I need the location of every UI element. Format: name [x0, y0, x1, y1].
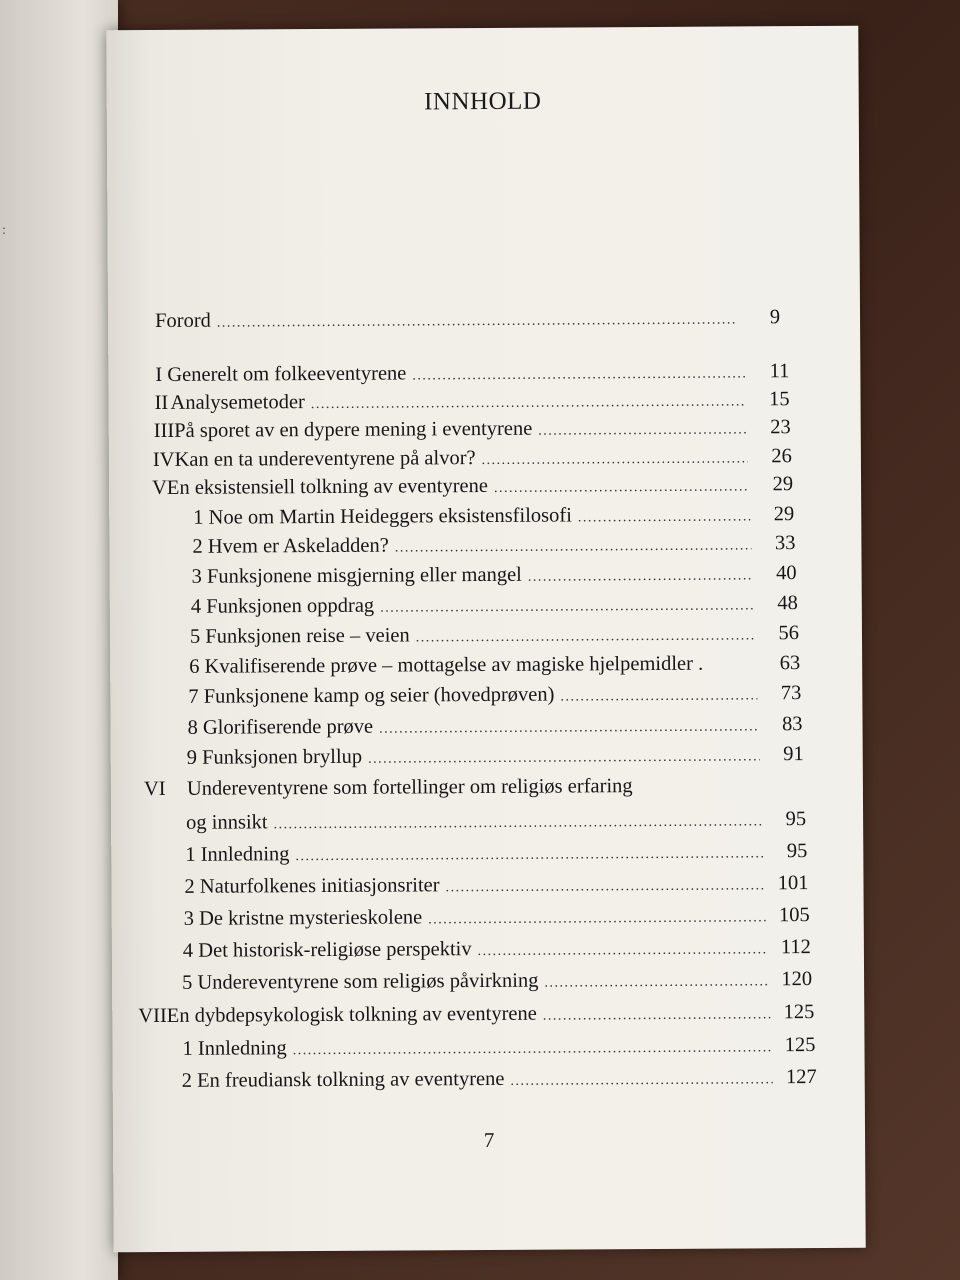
toc-entry-page: 63 — [779, 652, 801, 675]
table-of-contents — [106, 26, 865, 1253]
toc-entry-label: Forord — [154, 309, 211, 333]
toc-entry-label: 5 Undereventyrene som religiøs påvirkning — [182, 969, 539, 994]
toc-entry-label: 4 Funksjonen oppdrag — [190, 594, 375, 618]
book-page — [106, 26, 865, 1253]
toc-entry — [182, 1034, 815, 1061]
toc-entry — [192, 562, 797, 589]
toc-entry-label: 4 Det historisk-religiøse perspektiv — [182, 938, 472, 962]
toc-entry-page: 101 — [777, 872, 809, 895]
toc-entry — [185, 840, 807, 867]
toc-leader-dots — [412, 366, 745, 384]
toc-chapter-number: III — [153, 419, 175, 443]
toc-entry-page: 11 — [769, 360, 790, 383]
toc-chapter-number: VI — [143, 777, 166, 801]
toc-entry-label: Generelt om folkeeventyrene — [167, 362, 407, 386]
toc-entry-page: 15 — [768, 388, 790, 411]
toc-chapter-number: I — [155, 363, 163, 387]
toc-entry-label: 7 Funksjonene kamp og seier (hovedprøven) — [188, 683, 555, 708]
toc-entry-page: 26 — [771, 445, 792, 468]
toc-leader-dots — [293, 1040, 772, 1059]
toc-entry — [155, 360, 789, 387]
toc-entry — [182, 1066, 817, 1093]
toc-entry-page: 125 — [784, 1033, 816, 1057]
toc-leader-dots — [482, 451, 748, 469]
toc-leader-dots — [217, 312, 736, 331]
toc-entry — [138, 1001, 814, 1028]
toc-entry-page: 112 — [780, 936, 811, 959]
toc-leader-dots — [295, 846, 763, 865]
toc-leader-dots — [494, 479, 749, 497]
toc-entry-label: 2 Hvem er Askeladden? — [192, 534, 389, 558]
toc-leader-dots — [543, 1007, 771, 1024]
toc-leader-dots — [510, 1072, 772, 1090]
toc-entry-page: 125 — [783, 1001, 815, 1024]
toc-entry — [182, 968, 812, 995]
toc-entry-label: En dybdepsykologisk tolkning av eventyrene — [166, 1002, 537, 1027]
toc-entry-label: Analysemetoder — [170, 391, 305, 414]
toc-entry — [154, 388, 789, 415]
toc-entry-label: 1 Noe om Martin Heideggers eksistensfilosofi — [193, 504, 572, 529]
toc-entry — [144, 774, 764, 801]
toc-entry — [153, 445, 792, 472]
toc-leader-dots — [379, 719, 759, 737]
toc-leader-dots — [528, 568, 753, 585]
toc-entry-label: 1 Innledning — [185, 843, 290, 866]
toc-entry-page: 29 — [772, 473, 794, 496]
toc-entry-page: 29 — [773, 503, 795, 526]
toc-leader-dots — [311, 394, 746, 413]
toc-leader-dots — [416, 628, 755, 646]
toc-entry-page: 33 — [774, 532, 796, 555]
toc-leader-dots — [380, 598, 754, 616]
toc-entry — [184, 904, 810, 931]
toc-entry — [190, 622, 799, 649]
toc-entry-label: Kan en ta undereventyrene på alvor? — [174, 447, 476, 471]
toc-entry-label: 5 Funksjonen reise – veien — [189, 624, 410, 648]
toc-entry — [183, 936, 811, 963]
toc-entry — [193, 503, 794, 530]
left-page-edge — [0, 0, 118, 1280]
toc-entry-page: 56 — [778, 622, 800, 645]
toc-entry-page: 127 — [785, 1065, 817, 1089]
toc-entry — [188, 682, 801, 709]
toc-chapter-number: II — [154, 391, 169, 415]
toc-chapter-number: VII — [138, 1004, 167, 1028]
page-number: 7 — [483, 1127, 495, 1153]
toc-entry-page: 40 — [776, 562, 797, 585]
page-title: INNHOLD — [423, 87, 542, 116]
toc-entry-page: 23 — [770, 416, 791, 439]
toc-entry-page: 120 — [781, 968, 813, 991]
toc-leader-dots — [578, 509, 750, 526]
toc-entry-label: Undereventyrene som fortellinger om religiøs erfaring — [186, 775, 633, 800]
toc-entry — [189, 652, 800, 679]
toc-leader-dots — [538, 422, 747, 439]
toc-entry — [187, 713, 802, 740]
toc-chapter-number: IV — [152, 448, 175, 472]
toc-leader-dots — [274, 814, 763, 833]
toc-entry-page: 73 — [780, 682, 802, 705]
toc-entry-label: 1 Innledning — [182, 1037, 287, 1060]
toc-entry — [187, 743, 804, 770]
toc-leader-dots — [395, 538, 752, 556]
toc-leader-dots — [560, 688, 757, 705]
toc-entry — [155, 306, 780, 333]
toc-entry — [184, 872, 808, 899]
toc-entry-label: 3 Funksjonene misgjerning eller mangel — [191, 563, 522, 588]
toc-entry-page: 9 — [769, 306, 781, 329]
toc-leader-dots — [544, 974, 768, 991]
toc-entry-page: 83 — [781, 713, 803, 736]
toc-entry-label: 3 De kristne mysterieskolene — [183, 906, 423, 930]
toc-entry-label: På sporet av en dypere mening i eventyrene — [174, 417, 533, 442]
toc-leader-dots — [478, 942, 767, 960]
toc-leader-dots — [446, 878, 765, 896]
toc-entry-page: 91 — [783, 743, 804, 766]
toc-entry — [192, 532, 795, 559]
toc-entry — [191, 592, 798, 619]
toc-entry — [152, 473, 793, 500]
toc-entry-label: 8 Glorifiserende prøve — [187, 715, 374, 739]
toc-entry-label: og innsikt — [186, 811, 268, 834]
toc-entry-label: En eksistensiell tolkning av eventyrene — [166, 474, 489, 499]
left-page-mark: : — [2, 223, 6, 238]
toc-leader-dots — [428, 910, 766, 928]
toc-entry-page: 95 — [785, 808, 807, 831]
toc-entry-page: 105 — [778, 904, 810, 927]
toc-chapter-number: V — [152, 476, 167, 500]
toc-entry-label: 2 Naturfolkenes initiasjonsriter — [184, 874, 440, 898]
toc-entry-label: 2 En freudiansk tolkning av eventyrene — [181, 1067, 505, 1092]
toc-entry — [154, 416, 791, 443]
toc-entry-label: 6 Kvalifiserende prøve – mottagelse av magiske hjelpemidler . — [189, 652, 704, 678]
toc-entry-page: 95 — [786, 840, 808, 863]
toc-leader-dots — [368, 749, 760, 767]
toc-entry-label: 9 Funksjonen bryllup — [186, 745, 363, 769]
toc-entry — [186, 808, 806, 835]
toc-entry-page: 48 — [777, 592, 798, 615]
